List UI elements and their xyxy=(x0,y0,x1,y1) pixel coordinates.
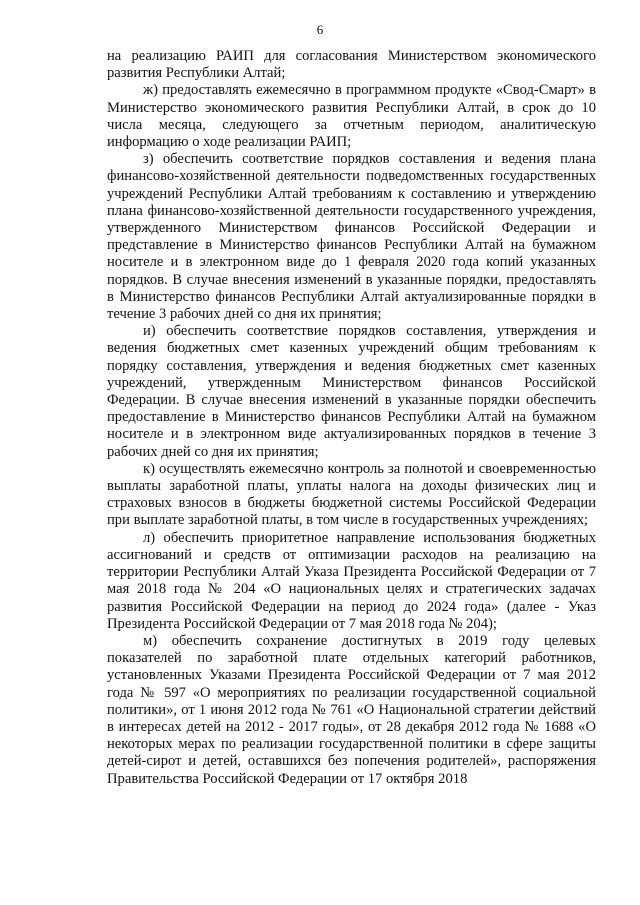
paragraph-item-k: к) осуществлять ежемесячно контроль за полнотой и своевременностью выплаты заработной платы, уплаты налога на доходы физических лиц и страховых взносов в бюджеты бюджетной системы Российской Федерации при выплате заработной платы, в том числе в государственных учреждениях; xyxy=(107,460,596,529)
paragraph-item-zh: ж) предоставлять ежемесячно в программном продукте «Свод-Смарт» в Министерство экономического развития Республики Алтай, в срок до 10 числа месяца, следующего за отчетным периодом, аналитическую информацию о ходе реализации РАИП; xyxy=(107,82,596,151)
paragraph-item-m: м) обеспечить сохранение достигнутых в 2019 году целевых показателей по заработной плате отдельных категорий работников, установленных Указами Президента Российской Федерации от 7 мая 2012 года № 597 «О мероприятиях по реализации государственной социальной политики», от 1 июня 2012 года № 761 «О Национальной стратегии действий в интересах детей на 2012 - 2017 годы», от 28 декабря 2012 года № 1688 «О некоторых мерах по реализации государственной политики в сфере защиты детей-сирот и детей, оставшихся без попечения родителей», распоряжения Правительства Российской Федерации от 17 октября 2018 xyxy=(107,632,596,787)
paragraph-item-i: и) обеспечить соответствие порядков составления, утверждения и ведения бюджетных смет казенных учреждений общим требованиям к порядку составления, утверждения и ведения бюджетных смет казенных учреждений, утвержденным Министерством финансов Российской Федерации. В случае внесения изменений в указанные порядки обеспечить предоставление в Министерство финансов Республики Алтай на бумажном носителе и в электронном виде актуализированных порядков в течение 3 рабочих дней со дня их принятия; xyxy=(107,323,596,460)
page-number: 6 xyxy=(316,22,324,37)
document-body xyxy=(107,48,596,788)
paragraph-item-z: з) обеспечить соответствие порядков составления и ведения плана финансово-хозяйственной деятельности подведомственных государственных учреждений Республики Алтай требованиям к составлению и утверждению плана финансово-хозяйственной деятельности государственного учреждения, утвержденного Министерством финансов Российской Федерации и представление в Министерство финансов Республики Алтай на бумажном носителе и в электронном виде до 1 февраля 2020 года копий указанных порядков. В случае внесения изменений в указанные порядки, предоставлять в Министерство финансов Республики Алтай актуализированные порядки в течение 3 рабочих дней со дня их принятия; xyxy=(107,151,596,323)
paragraph-item-l: л) обеспечить приоритетное направление использования бюджетных ассигнований и средств от оптимизации расходов на реализацию на территории Республики Алтай Указа Президента Российской Федерации от 7 мая 2018 года № 204 «О национальных целях и стратегических задачах развития Российской Федерации на период до 2024 года» (далее - Указ Президента Российской Федерации от 7 мая 2018 года № 204); xyxy=(107,529,596,632)
paragraph-continuation: на реализацию РАИП для согласования Министерством экономического развития Республики Алтай; xyxy=(107,48,596,82)
